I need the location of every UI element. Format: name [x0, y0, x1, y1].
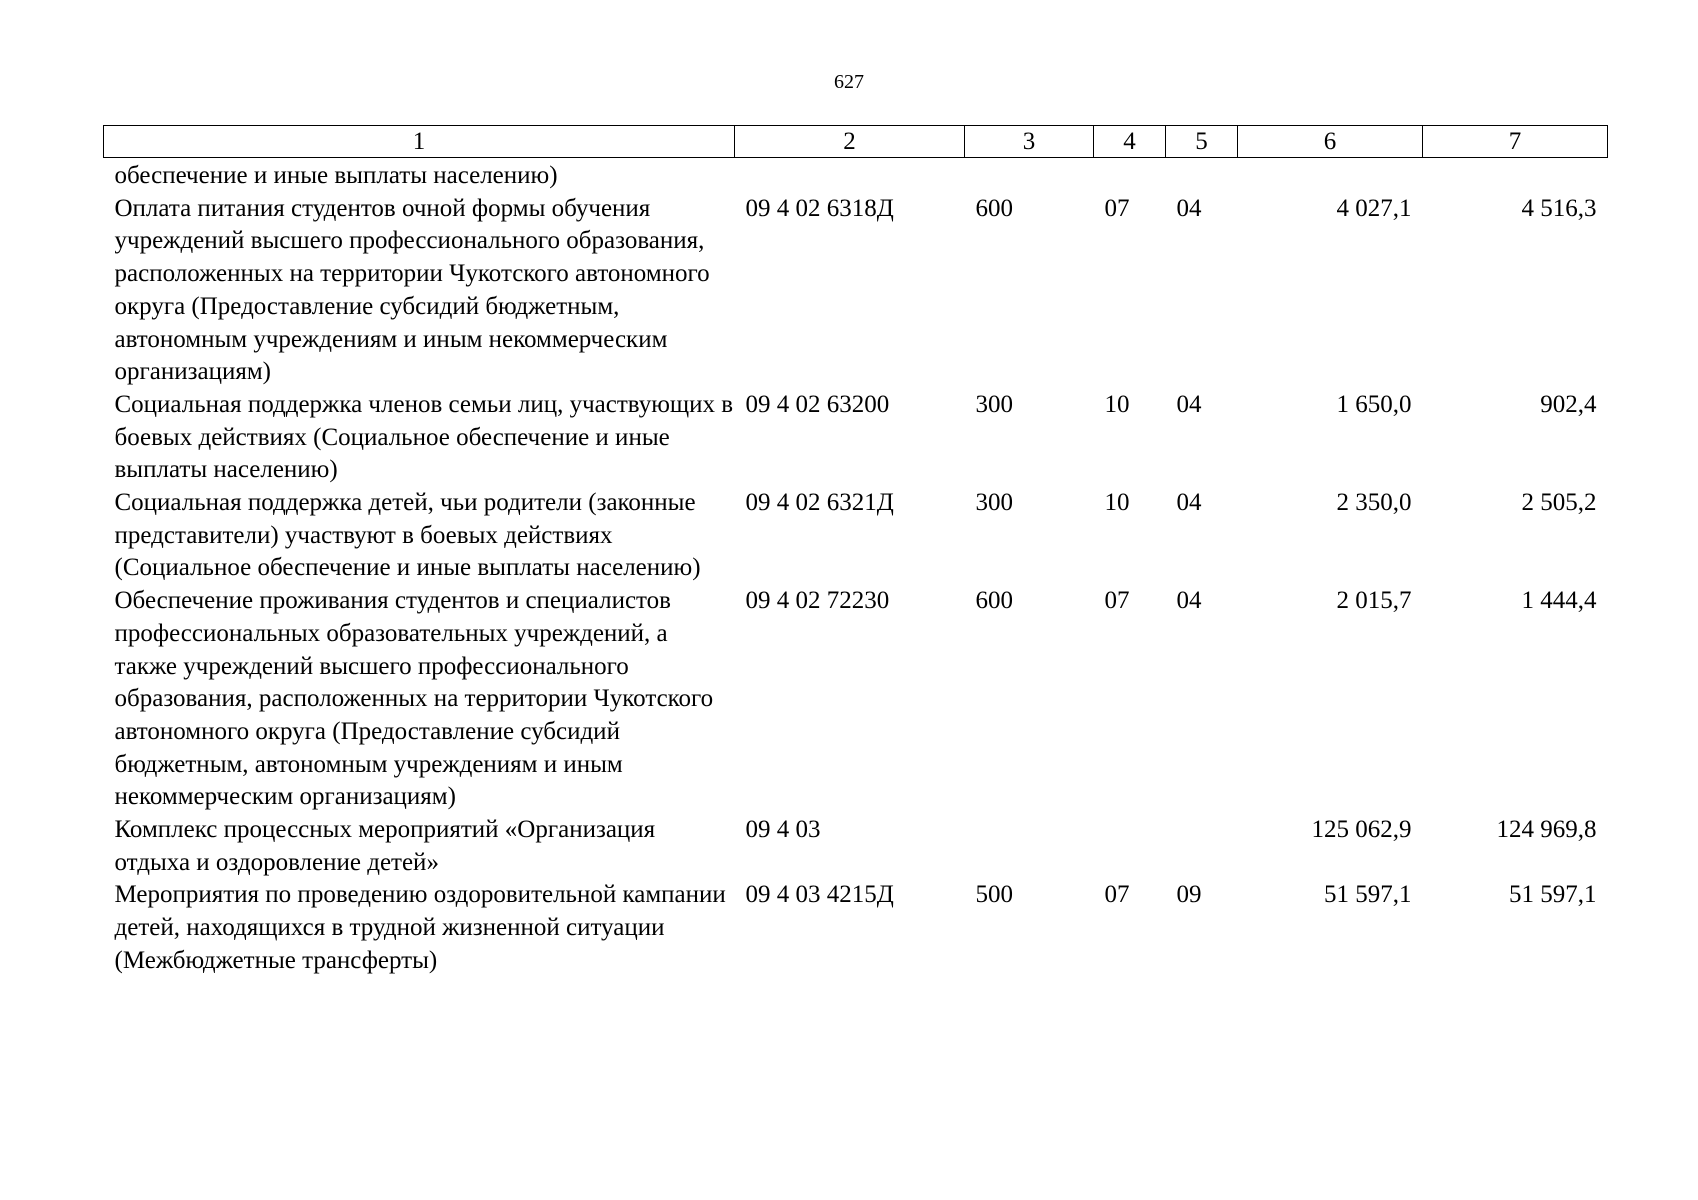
- column-header-1: 1: [104, 126, 735, 158]
- row-type: [965, 814, 1094, 879]
- row-name: Обеспечение проживания студентов и специалистов профессиональных образовательных учреждений, а также учреждений высшего профессионального образования, расположенных на территории Чукотского автономного округа (Предоставление субсидий бюджетным, автономным учреждениям и иным некоммерческим организациям): [114, 587, 714, 811]
- row-value-2: 2 505,2: [1521, 489, 1597, 517]
- column-header-7: 7: [1423, 126, 1608, 158]
- row-code: 09 4 02 6318Д: [745, 194, 894, 222]
- table-row: [104, 487, 1608, 585]
- row-section: [1094, 814, 1166, 879]
- column-header-4: 4: [1094, 126, 1166, 158]
- row-section: 07: [1104, 587, 1130, 615]
- row-value-2: 1 444,4: [1521, 587, 1597, 615]
- row-type: 600: [975, 194, 1013, 222]
- row-code: 09 4 02 6321Д: [745, 489, 894, 517]
- column-header-3: 3: [965, 126, 1094, 158]
- row-value-2: 51 597,1: [1509, 881, 1597, 909]
- row-type: 300: [975, 390, 1013, 418]
- header-row: [104, 126, 1608, 158]
- row-subsection: 09: [1176, 881, 1202, 909]
- row-section: 07: [1104, 194, 1130, 222]
- table-row: [104, 158, 1608, 193]
- row-code: 09 4 02 63200: [745, 390, 890, 418]
- row-subsection: [1166, 814, 1238, 879]
- row-subsection: 04: [1176, 194, 1202, 222]
- row-code: [735, 158, 965, 193]
- row-type: [965, 158, 1094, 193]
- table-body: [104, 158, 1608, 978]
- row-subsection: 04: [1176, 390, 1202, 418]
- column-header-2: 2: [735, 126, 965, 158]
- table-header: [104, 126, 1608, 158]
- row-value-2: 124 969,8: [1496, 816, 1597, 844]
- table-row: [104, 193, 1608, 389]
- row-value-1: 1 650,0: [1336, 390, 1412, 418]
- row-name: Социальная поддержка детей, чьи родители (законные представители) участвуют в боевых действиях (Социальное обеспечение и иные выплаты населению): [114, 489, 701, 582]
- row-section: 10: [1104, 489, 1130, 517]
- row-section: [1094, 158, 1166, 193]
- row-value-2: [1423, 158, 1608, 193]
- budget-table: [103, 125, 1608, 978]
- row-value-2: 4 516,3: [1521, 194, 1597, 222]
- row-subsection: 04: [1176, 489, 1202, 517]
- row-value-1: 51 597,1: [1324, 881, 1412, 909]
- row-code: 09 4 02 72230: [745, 587, 890, 615]
- page-number: 627: [834, 71, 864, 93]
- row-value-1: 2 015,7: [1336, 587, 1412, 615]
- table-row: [104, 585, 1608, 814]
- row-code: 09 4 03: [745, 816, 821, 844]
- table-row: [104, 814, 1608, 879]
- row-name: Комплекс процессных мероприятий «Организация отдыха и оздоровление детей»: [114, 816, 656, 876]
- row-section: 10: [1104, 390, 1130, 418]
- row-type: 500: [975, 881, 1013, 909]
- table-row: [104, 389, 1608, 487]
- row-code: 09 4 03 4215Д: [745, 881, 894, 909]
- row-name: Оплата питания студентов очной формы обучения учреждений высшего профессионального образования, расположенных на территории Чукотского автономного округа (Предоставление субсидий бюджетным, автономным учреждениям и иным некоммерческим организациям): [114, 194, 710, 386]
- row-value-2: 902,4: [1540, 390, 1597, 418]
- row-type: 600: [975, 587, 1013, 615]
- column-header-6: 6: [1238, 126, 1423, 158]
- row-subsection: 04: [1176, 587, 1202, 615]
- row-subsection: [1166, 158, 1238, 193]
- row-value-1: 125 062,9: [1311, 816, 1412, 844]
- table-row: [104, 879, 1608, 977]
- row-type: 300: [975, 489, 1013, 517]
- column-header-5: 5: [1166, 126, 1238, 158]
- row-name: Социальная поддержка членов семьи лиц, участвующих в боевых действиях (Социальное обеспечение и иные выплаты населению): [114, 390, 734, 484]
- row-value-1: 2 350,0: [1336, 489, 1412, 517]
- row-name: обеспечение и иные выплаты населению): [114, 162, 558, 189]
- row-value-1: 4 027,1: [1336, 194, 1412, 222]
- row-value-1: [1238, 158, 1423, 193]
- row-name: Мероприятия по проведению оздоровительной кампании детей, находящихся в трудной жизненной ситуации (Межбюджетные трансферты): [114, 881, 726, 974]
- row-section: 07: [1104, 881, 1130, 909]
